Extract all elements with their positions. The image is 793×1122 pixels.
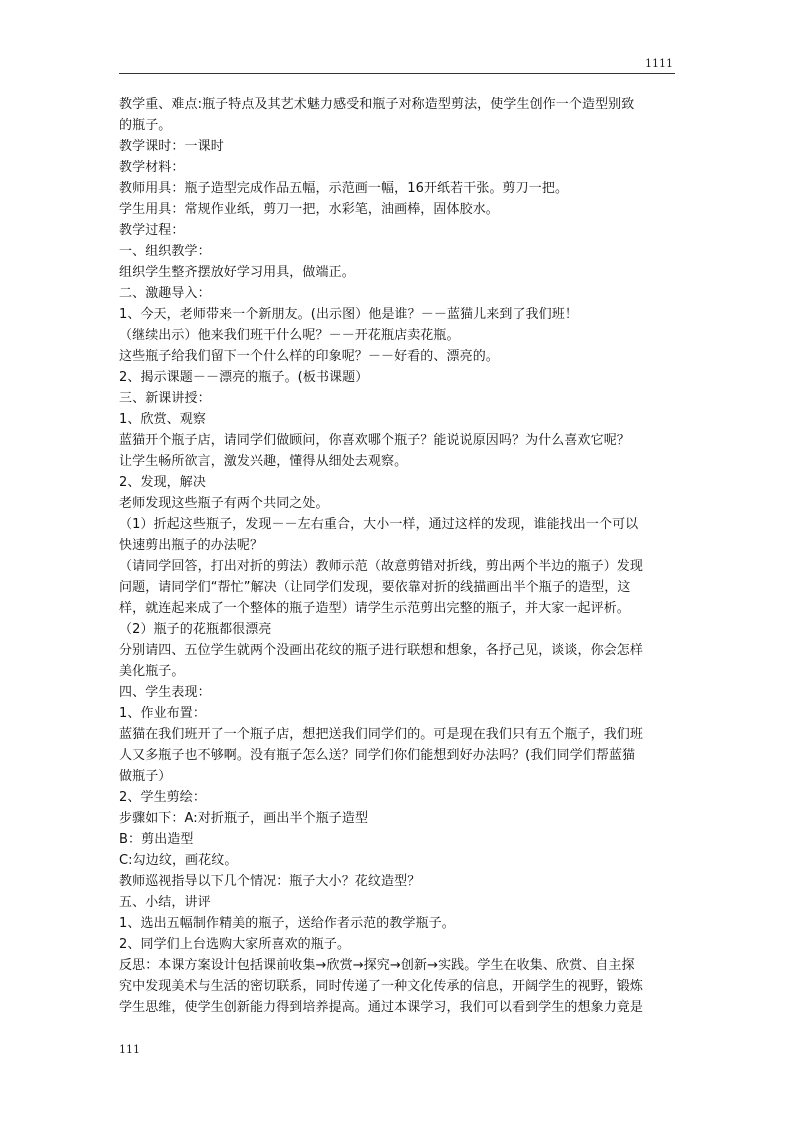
header-page-number: 1111 bbox=[645, 57, 673, 70]
text-line: 教学课时：一课时 bbox=[119, 139, 224, 154]
text-line: 美化瓶子。 bbox=[119, 664, 185, 679]
text-line: 2、学生剪绘： bbox=[119, 790, 206, 805]
section-heading: 五、小结，讲评 bbox=[119, 895, 211, 910]
footer-page-number: 111 bbox=[119, 1043, 140, 1056]
text-line: 组织学生整齐摆放好学习用具，做端正。 bbox=[119, 265, 355, 280]
text-line: 让学生畅所欲言，激发兴趣，懂得从细处去观察。 bbox=[119, 454, 408, 469]
text-line: 教学过程： bbox=[119, 223, 185, 238]
text-line: 问题，请同学们“帮忙”解决（让同学们发现，要依靠对折的线描画出半个瓶子的造型，这 bbox=[119, 580, 631, 595]
section-heading: 二、激趣导入： bbox=[119, 286, 211, 301]
text-line: 蓝猫开个瓶子店，请同学们做顾问，你喜欢哪个瓶子？能说说原因吗？为什么喜欢它呢？ bbox=[119, 433, 630, 448]
text-line: 1、欣赏、观察 bbox=[119, 412, 206, 427]
text-line: 老师发现这些瓶子有两个共同之处。 bbox=[119, 496, 329, 511]
document-body bbox=[119, 94, 679, 1018]
text-line: 教学材料： bbox=[119, 160, 185, 175]
text-line: 这些瓶子给我们留下一个什么样的印象呢？－－好看的、漂亮的。 bbox=[119, 349, 499, 364]
text-line: B：剪出造型 bbox=[119, 832, 194, 847]
text-line: 1、作业布置： bbox=[119, 706, 206, 721]
text-line: 做瓶子） bbox=[119, 769, 172, 784]
text-line: 人又多瓶子也不够啊。没有瓶子怎么送？同学们你们能想到好办法吗？(我们同学们帮蓝猫 bbox=[119, 748, 636, 763]
text-line: 究中发现美术与生活的密切联系，同时传递了一种文化传承的信息，开阔学生的视野，锻炼 bbox=[119, 979, 644, 994]
section-heading: 四、学生表现： bbox=[119, 685, 211, 700]
text-line: 2、发现，解决 bbox=[119, 475, 206, 490]
text-line: 学生用具：常规作业纸，剪刀一把，水彩笔，油画棒，固体胶水。 bbox=[119, 202, 499, 217]
text-line: 的瓶子。 bbox=[119, 118, 172, 133]
text-line: 教师巡视指导以下几个情况：瓶子大小？花纹造型？ bbox=[119, 874, 421, 889]
text-line: 1、选出五幅制作精美的瓶子，送给作者示范的教学瓶子。 bbox=[119, 916, 455, 931]
text-line: 学生思维，使学生创新能力得到培养提高。通过本课学习，我们可以看到学生的想象力竟是 bbox=[119, 1000, 644, 1015]
text-line: 样，就连起来成了一个整体的瓶子造型）请学生示范剪出完整的瓶子，并大家一起评析。 bbox=[119, 601, 630, 616]
text-line: 2、同学们上台选购大家所喜欢的瓶子。 bbox=[119, 937, 351, 952]
text-line: 教学重、难点:瓶子特点及其艺术魅力感受和瓶子对称造型剪法，使学生创作一个造型别致 bbox=[119, 97, 635, 112]
text-line: 2、揭示课题－－漂亮的瓶子。(板书课题） bbox=[119, 370, 369, 385]
text-line: （继续出示）他来我们班干什么呢？－－开花瓶店卖花瓶。 bbox=[119, 328, 460, 343]
text-line: 分别请四、五位学生就两个没画出花纹的瓶子进行联想和想象，各抒己见，谈谈，你会怎样 bbox=[119, 643, 644, 658]
text-line: 教师用具：瓶子造型完成作品五幅，示范画一幅，16开纸若干张。剪刀一把。 bbox=[119, 181, 569, 196]
text-line: 1、今天，老师带来一个新朋友。(出示图）他是谁？－－蓝猫儿来到了我们班！ bbox=[119, 307, 578, 322]
text-line: 反思：本课方案设计包括课前收集→欣赏→探究→创新→实践。学生在收集、欣赏、自主探 bbox=[119, 958, 635, 973]
section-heading: 三、新课讲授： bbox=[119, 391, 211, 406]
text-line: C:勾边纹，画花纹。 bbox=[119, 853, 238, 868]
section-heading: 一、组织教学： bbox=[119, 244, 211, 259]
text-line: 快速剪出瓶子的办法呢？ bbox=[119, 538, 264, 553]
text-line: 蓝猫在我们班开了一个瓶子店，想把送我们同学们的。可是现在我们只有五个瓶子，我们班 bbox=[119, 727, 644, 742]
text-line: 步骤如下：A:对折瓶子，画出半个瓶子造型 bbox=[119, 811, 369, 826]
text-line: （1）折起这些瓶子，发现－－左右重合，大小一样，通过这样的发现，谁能找出一个可以 bbox=[119, 517, 639, 532]
header-rule bbox=[119, 73, 675, 74]
text-line: （2）瓶子的花瓶都很漂亮 bbox=[119, 622, 272, 637]
text-line: （请同学回答，打出对折的剪法）教师示范（故意剪错对折线，剪出两个半边的瓶子）发现 bbox=[119, 559, 644, 574]
